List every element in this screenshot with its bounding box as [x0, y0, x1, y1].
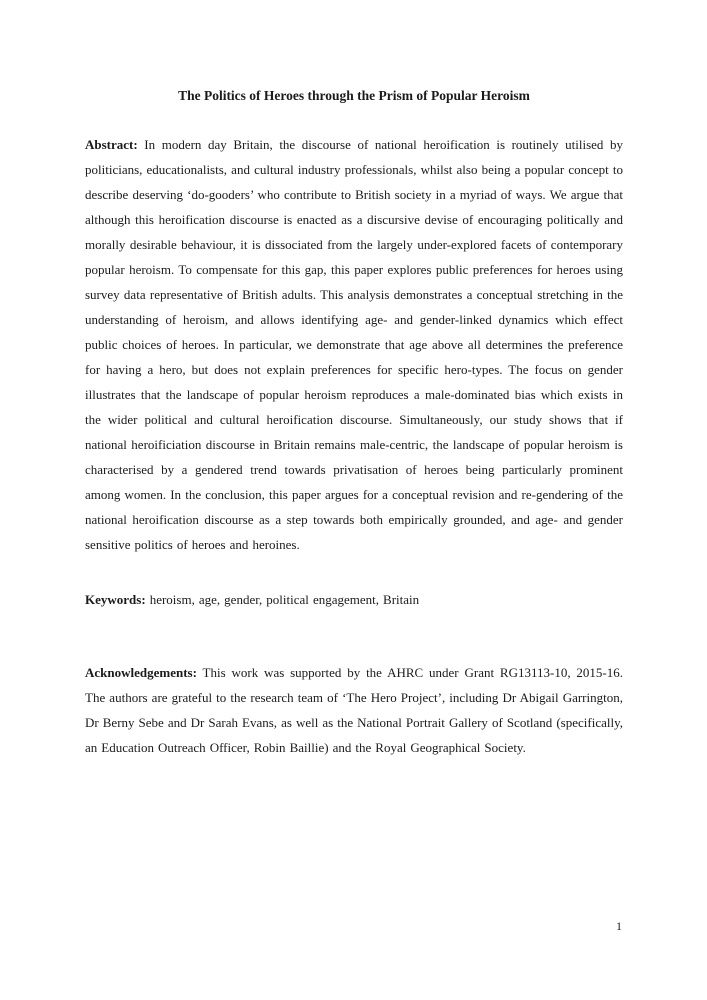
- acknowledgements-label: Acknowledgements:: [85, 665, 197, 680]
- abstract-label: Abstract:: [85, 137, 138, 152]
- acknowledgements-text: This work was supported by the AHRC under Grant RG13113-10, 2015-16. The authors are grateful to the research team of ‘The Hero Project’, including Dr Abigail Garrington, Dr Berny Sebe and Dr Sarah Evans, as well as the National Portrait Gallery of Scotland (specifically, an Education Outreach Officer, Robin Baillie) and the Royal Geographical Society.: [85, 665, 623, 755]
- page-number: 1: [616, 919, 622, 933]
- paper-title: The Politics of Heroes through the Prism of Popular Heroism: [178, 88, 530, 103]
- abstract-paragraph: [85, 132, 623, 557]
- acknowledgements-paragraph: [85, 660, 623, 760]
- abstract-text: In modern day Britain, the discourse of national heroification is routinely utilised by politicians, educationalists, and cultural industry professionals, whilst also being a popular concept to describe deserving ‘do-gooders’ who contribute to British society in a myriad of ways. We argue that although this heroification discourse is enacted as a discursive devise of encouraging politically and morally desirable behaviour, it is dissociated from the largely under-explored facets of contemporary popular heroism. To compensate for this gap, this paper explores public preferences for heroes using survey data representative of British adults. This analysis demonstrates a conceptual stretching in the understanding of heroism, and allows identifying age- and gender-linked dynamics which effect public choices of heroes. In particular, we demonstrate that age above all determines the preference for having a hero, but does not explain preferences for specific hero-types. The focus on gender illustrates that the landscape of popular heroism reproduces a male-dominated bias which exists in the wider political and cultural heroification discourse. Simultaneously, our study shows that if national heroificiation discourse in Britain remains male-centric, the landscape of popular heroism is characterised by a gendered trend towards privatisation of heroes being particularly prominent among women. In the conclusion, this paper argues for a conceptual revision and re-gendering of the national heroification discourse as a step towards both empirically grounded, and age- and gender sensitive politics of heroes and heroines.: [85, 137, 623, 552]
- keywords-text: heroism, age, gender, political engagement, Britain: [145, 592, 420, 607]
- keywords-line: [85, 587, 623, 612]
- keywords-label: Keywords:: [85, 592, 146, 607]
